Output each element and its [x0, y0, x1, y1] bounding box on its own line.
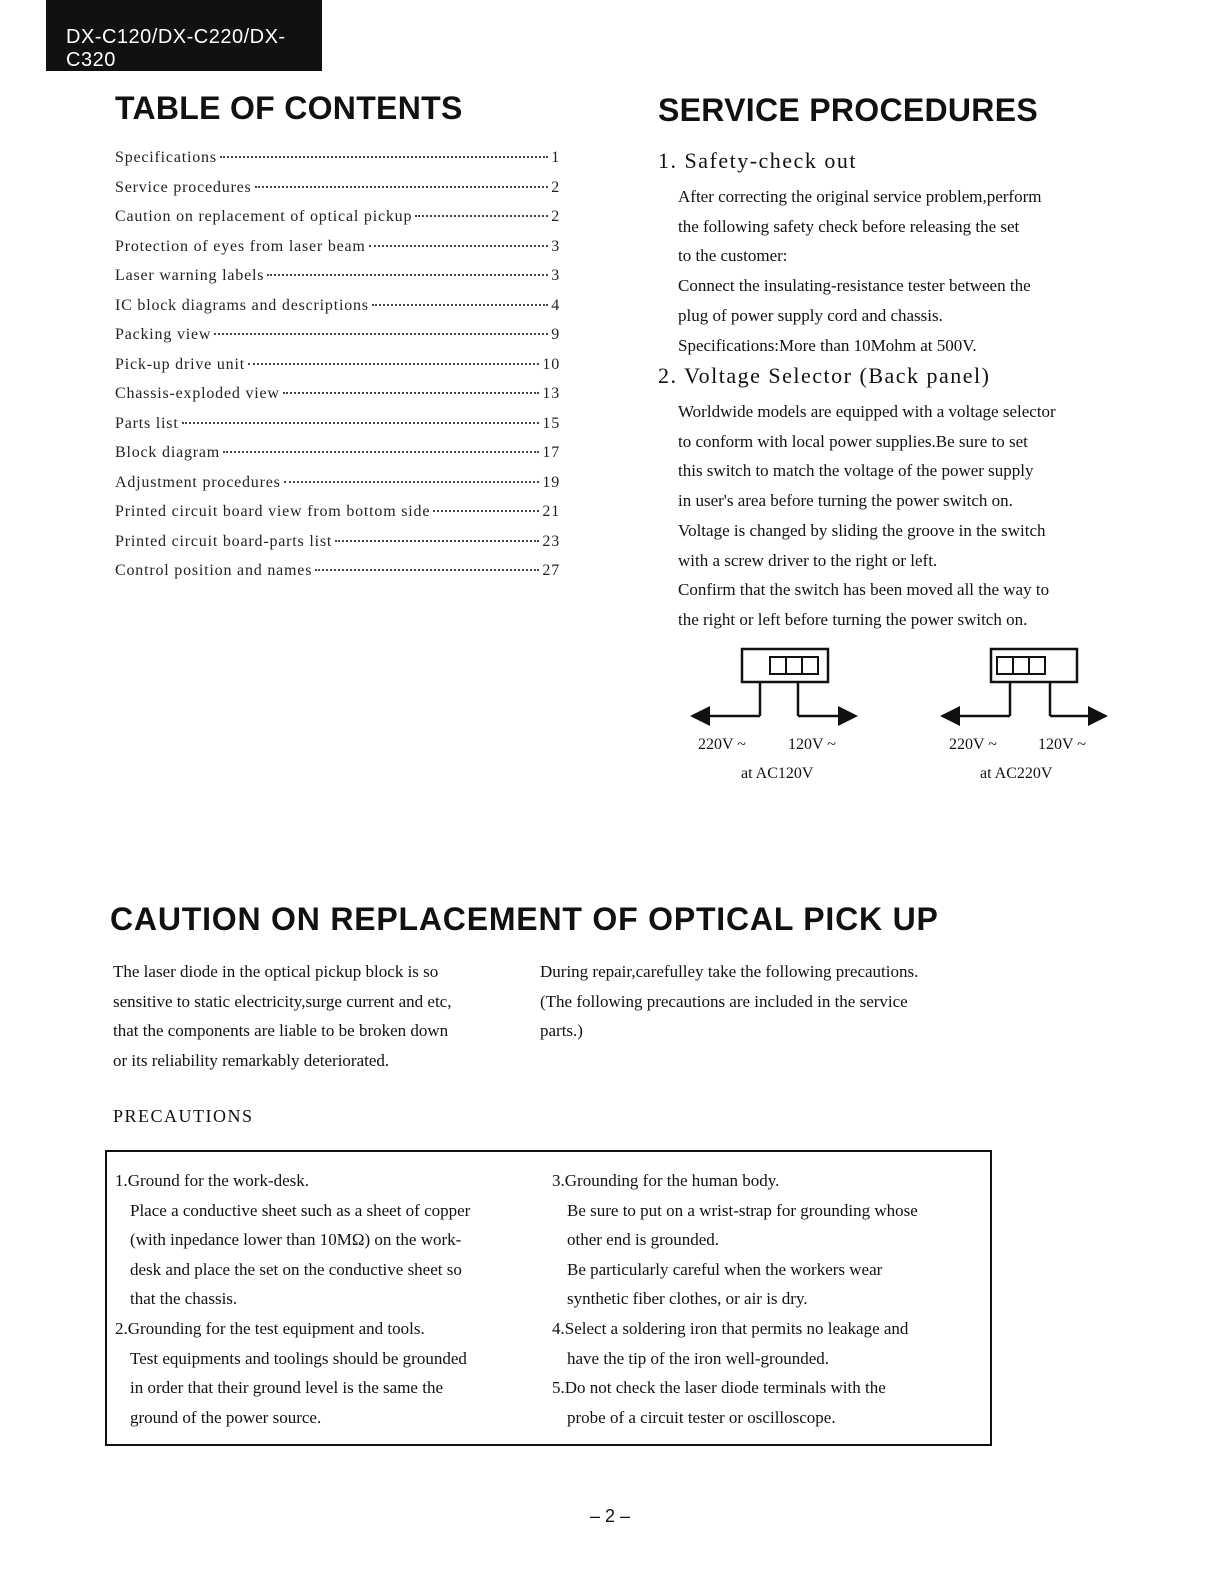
toc-item-label: Parts list: [115, 414, 179, 432]
safety-check-line: After correcting the original service problem,perform: [678, 187, 1042, 206]
safety-check-heading: 1. Safety-check out: [658, 148, 857, 173]
toc-leader-dots: [220, 156, 548, 158]
toc-item: [115, 179, 560, 209]
safety-check-section: [658, 148, 1128, 360]
voltage-selector-line: to conform with local power supplies.Be sure to set: [678, 431, 1028, 451]
precaution-line: synthetic fiber clothes, or air is dry.: [567, 1289, 808, 1309]
precaution-line: other end is grounded.: [567, 1230, 720, 1250]
toc-item-page: 2: [551, 208, 560, 225]
toc-item-page: 13: [542, 385, 560, 402]
caution-title: CAUTION ON REPLACEMENT OF OPTICAL PICK UP: [110, 901, 939, 937]
voltage-selector-heading: 2. Voltage Selector (Back panel): [658, 363, 991, 388]
caution-intro-line: that the components are liable to be broken down: [113, 1021, 449, 1040]
toc-item: [115, 297, 560, 327]
voltage-selector-line: the right or left before turning the power switch on.: [678, 609, 1028, 629]
voltage-selector-line: Confirm that the switch has been moved all the way to: [678, 580, 1050, 600]
toc-leader-dots: [214, 333, 548, 335]
toc-leader-dots: [433, 510, 539, 512]
precaution-line: Be particularly careful when the workers wear: [567, 1259, 883, 1279]
caution-intro-line: sensitive to static electricity,surge current and etc,: [113, 991, 452, 1011]
page-number: – 2 –: [590, 1506, 631, 1526]
precaution-line: that the chassis.: [130, 1289, 238, 1309]
safety-check-line: plug of power supply cord and chassis.: [678, 305, 943, 325]
toc-item: [115, 385, 560, 415]
toc-item-page: 15: [542, 414, 560, 432]
toc-leader-dots: [283, 392, 540, 394]
service-procedures-title: SERVICE PROCEDURES: [658, 92, 1039, 128]
toc-item-page: 9: [551, 326, 560, 343]
diagram1-caption: at AC120V: [741, 765, 814, 782]
toc-item-label: Control position and names: [115, 562, 313, 579]
diagram2-left-label: 220V ~: [949, 736, 997, 753]
voltage-selector-section: [658, 363, 1128, 635]
toc-leader-dots: [415, 215, 548, 217]
precaution-line: in order that their ground level is the same the: [130, 1378, 443, 1398]
toc-item: [115, 503, 560, 533]
toc-item-page: 10: [542, 355, 560, 373]
caution-intro-line: During repair,carefulley take the following precautions.: [540, 962, 919, 981]
toc-leader-dots: [182, 422, 540, 424]
caution-intro-line: (The following precautions are included in the service: [540, 991, 908, 1011]
toc-item-label: IC block diagrams and descriptions: [115, 296, 369, 314]
toc-leader-dots: [223, 451, 539, 453]
voltage-selector-line: with a screw driver to the right or left.: [678, 550, 938, 570]
precautions-box: [105, 1150, 992, 1446]
precaution-line: 5.Do not check the laser diode terminals with the: [552, 1378, 886, 1398]
toc-item-page: 19: [542, 473, 560, 491]
toc-item-page: 23: [542, 532, 560, 550]
toc-item-page: 27: [542, 562, 560, 579]
precaution-line: 3.Grounding for the human body.: [552, 1171, 780, 1190]
toc-item-label: Chassis-exploded view: [115, 385, 280, 402]
toc-item-page: 17: [542, 444, 560, 461]
safety-check-line: to the customer:: [678, 246, 788, 266]
precaution-line: 2.Grounding for the test equipment and tools.: [115, 1318, 425, 1338]
safety-check-line: the following safety check before releasing the set: [678, 216, 1020, 236]
toc-item-label: Pick-up drive unit: [115, 355, 245, 373]
toc-item-label: Service procedures: [115, 178, 252, 196]
precautions-label: PRECAUTIONS: [113, 1106, 254, 1126]
precaution-line: 4.Select a soldering iron that permits no leakage and: [552, 1318, 909, 1338]
toc-item-page: 21: [542, 503, 560, 520]
precautions-left-column: [115, 1166, 470, 1432]
toc-item-label: Specifications: [115, 149, 217, 166]
caution-intro-left: [113, 957, 451, 1075]
toc-item: [115, 208, 560, 238]
toc-item-page: 3: [551, 237, 560, 255]
toc-item-label: Protection of eyes from laser beam: [115, 237, 366, 255]
precaution-line: desk and place the set on the conductive sheet so: [130, 1259, 462, 1279]
toc-item: [115, 356, 560, 386]
precaution-line: Be sure to put on a wrist-strap for grounding whose: [567, 1200, 918, 1220]
precaution-line: 1.Ground for the work-desk.: [115, 1171, 310, 1190]
precaution-line: probe of a circuit tester or oscilloscope.: [567, 1407, 836, 1427]
toc-leader-dots: [255, 186, 549, 188]
voltage-selector-line: Worldwide models are equipped with a voltage selector: [678, 402, 1056, 421]
precaution-line: ground of the power source.: [130, 1407, 322, 1427]
safety-check-line: Specifications:More than 10Mohm at 500V.: [678, 335, 977, 355]
toc-leader-dots: [284, 481, 540, 483]
toc-item-label: Packing view: [115, 326, 212, 343]
voltage-switch-diagram-220v: [938, 646, 1113, 730]
caution-intro-line: or its reliability remarkably deteriorated.: [113, 1050, 390, 1070]
caution-intro-right: [540, 957, 918, 1046]
toc-leader-dots: [372, 304, 548, 306]
toc-leader-dots: [335, 540, 539, 542]
toc-item: [115, 533, 560, 563]
voltage-selector-line: Voltage is changed by sliding the groove in the switch: [678, 520, 1046, 540]
precautions-right-column: [552, 1166, 918, 1432]
toc-item: [115, 238, 560, 268]
toc-item-label: Adjustment procedures: [115, 473, 281, 491]
toc-leader-dots: [315, 569, 539, 571]
toc-item: [115, 444, 560, 474]
toc-item-page: 1: [551, 149, 560, 166]
toc-item: [115, 149, 560, 179]
toc-leader-dots: [267, 274, 548, 276]
toc-item-page: 4: [551, 296, 560, 314]
toc-item-label: Laser warning labels: [115, 267, 265, 284]
caution-intro-line: The laser diode in the optical pickup block is so: [113, 962, 439, 981]
voltage-selector-body: [678, 397, 1128, 635]
toc-list: [115, 149, 560, 592]
toc-item-label: Caution on replacement of optical pickup: [115, 208, 413, 225]
precaution-line: Test equipments and toolings should be grounded: [130, 1348, 467, 1368]
toc-item-label: Printed circuit board view from bottom side: [115, 503, 431, 520]
voltage-switch-diagram-120v: [688, 646, 863, 730]
safety-check-line: Connect the insulating-resistance tester between the: [678, 276, 1031, 296]
caution-intro-line: parts.): [540, 1021, 583, 1040]
toc-item: [115, 474, 560, 504]
toc-item: [115, 267, 560, 297]
precaution-line: Place a conductive sheet such as a sheet of copper: [130, 1200, 471, 1220]
diagram2-caption: at AC220V: [980, 765, 1053, 782]
diagram1-right-label: 120V ~: [788, 736, 836, 753]
safety-check-body: [678, 182, 1128, 360]
precaution-line: have the tip of the iron well-grounded.: [567, 1348, 830, 1368]
toc-item: [115, 415, 560, 445]
toc-title: TABLE OF CONTENTS: [115, 90, 463, 126]
precaution-line: (with inpedance lower than 10MΩ) on the work-: [130, 1230, 462, 1250]
model-header-tab: DX-C120/DX-C220/DX-C320: [46, 0, 322, 71]
voltage-selector-line: in user's area before turning the power switch on.: [678, 491, 1013, 511]
diagram1-left-label: 220V ~: [698, 736, 746, 753]
toc-item-label: Block diagram: [115, 444, 221, 461]
toc-leader-dots: [369, 245, 549, 247]
toc-item-label: Printed circuit board-parts list: [115, 532, 333, 550]
toc-item-page: 2: [551, 178, 560, 196]
toc-item: [115, 326, 560, 356]
toc-item-page: 3: [551, 267, 560, 284]
diagram2-right-label: 120V ~: [1038, 736, 1086, 753]
toc-leader-dots: [248, 363, 539, 365]
voltage-selector-line: this switch to match the voltage of the power supply: [678, 461, 1034, 481]
toc-item: [115, 562, 560, 592]
